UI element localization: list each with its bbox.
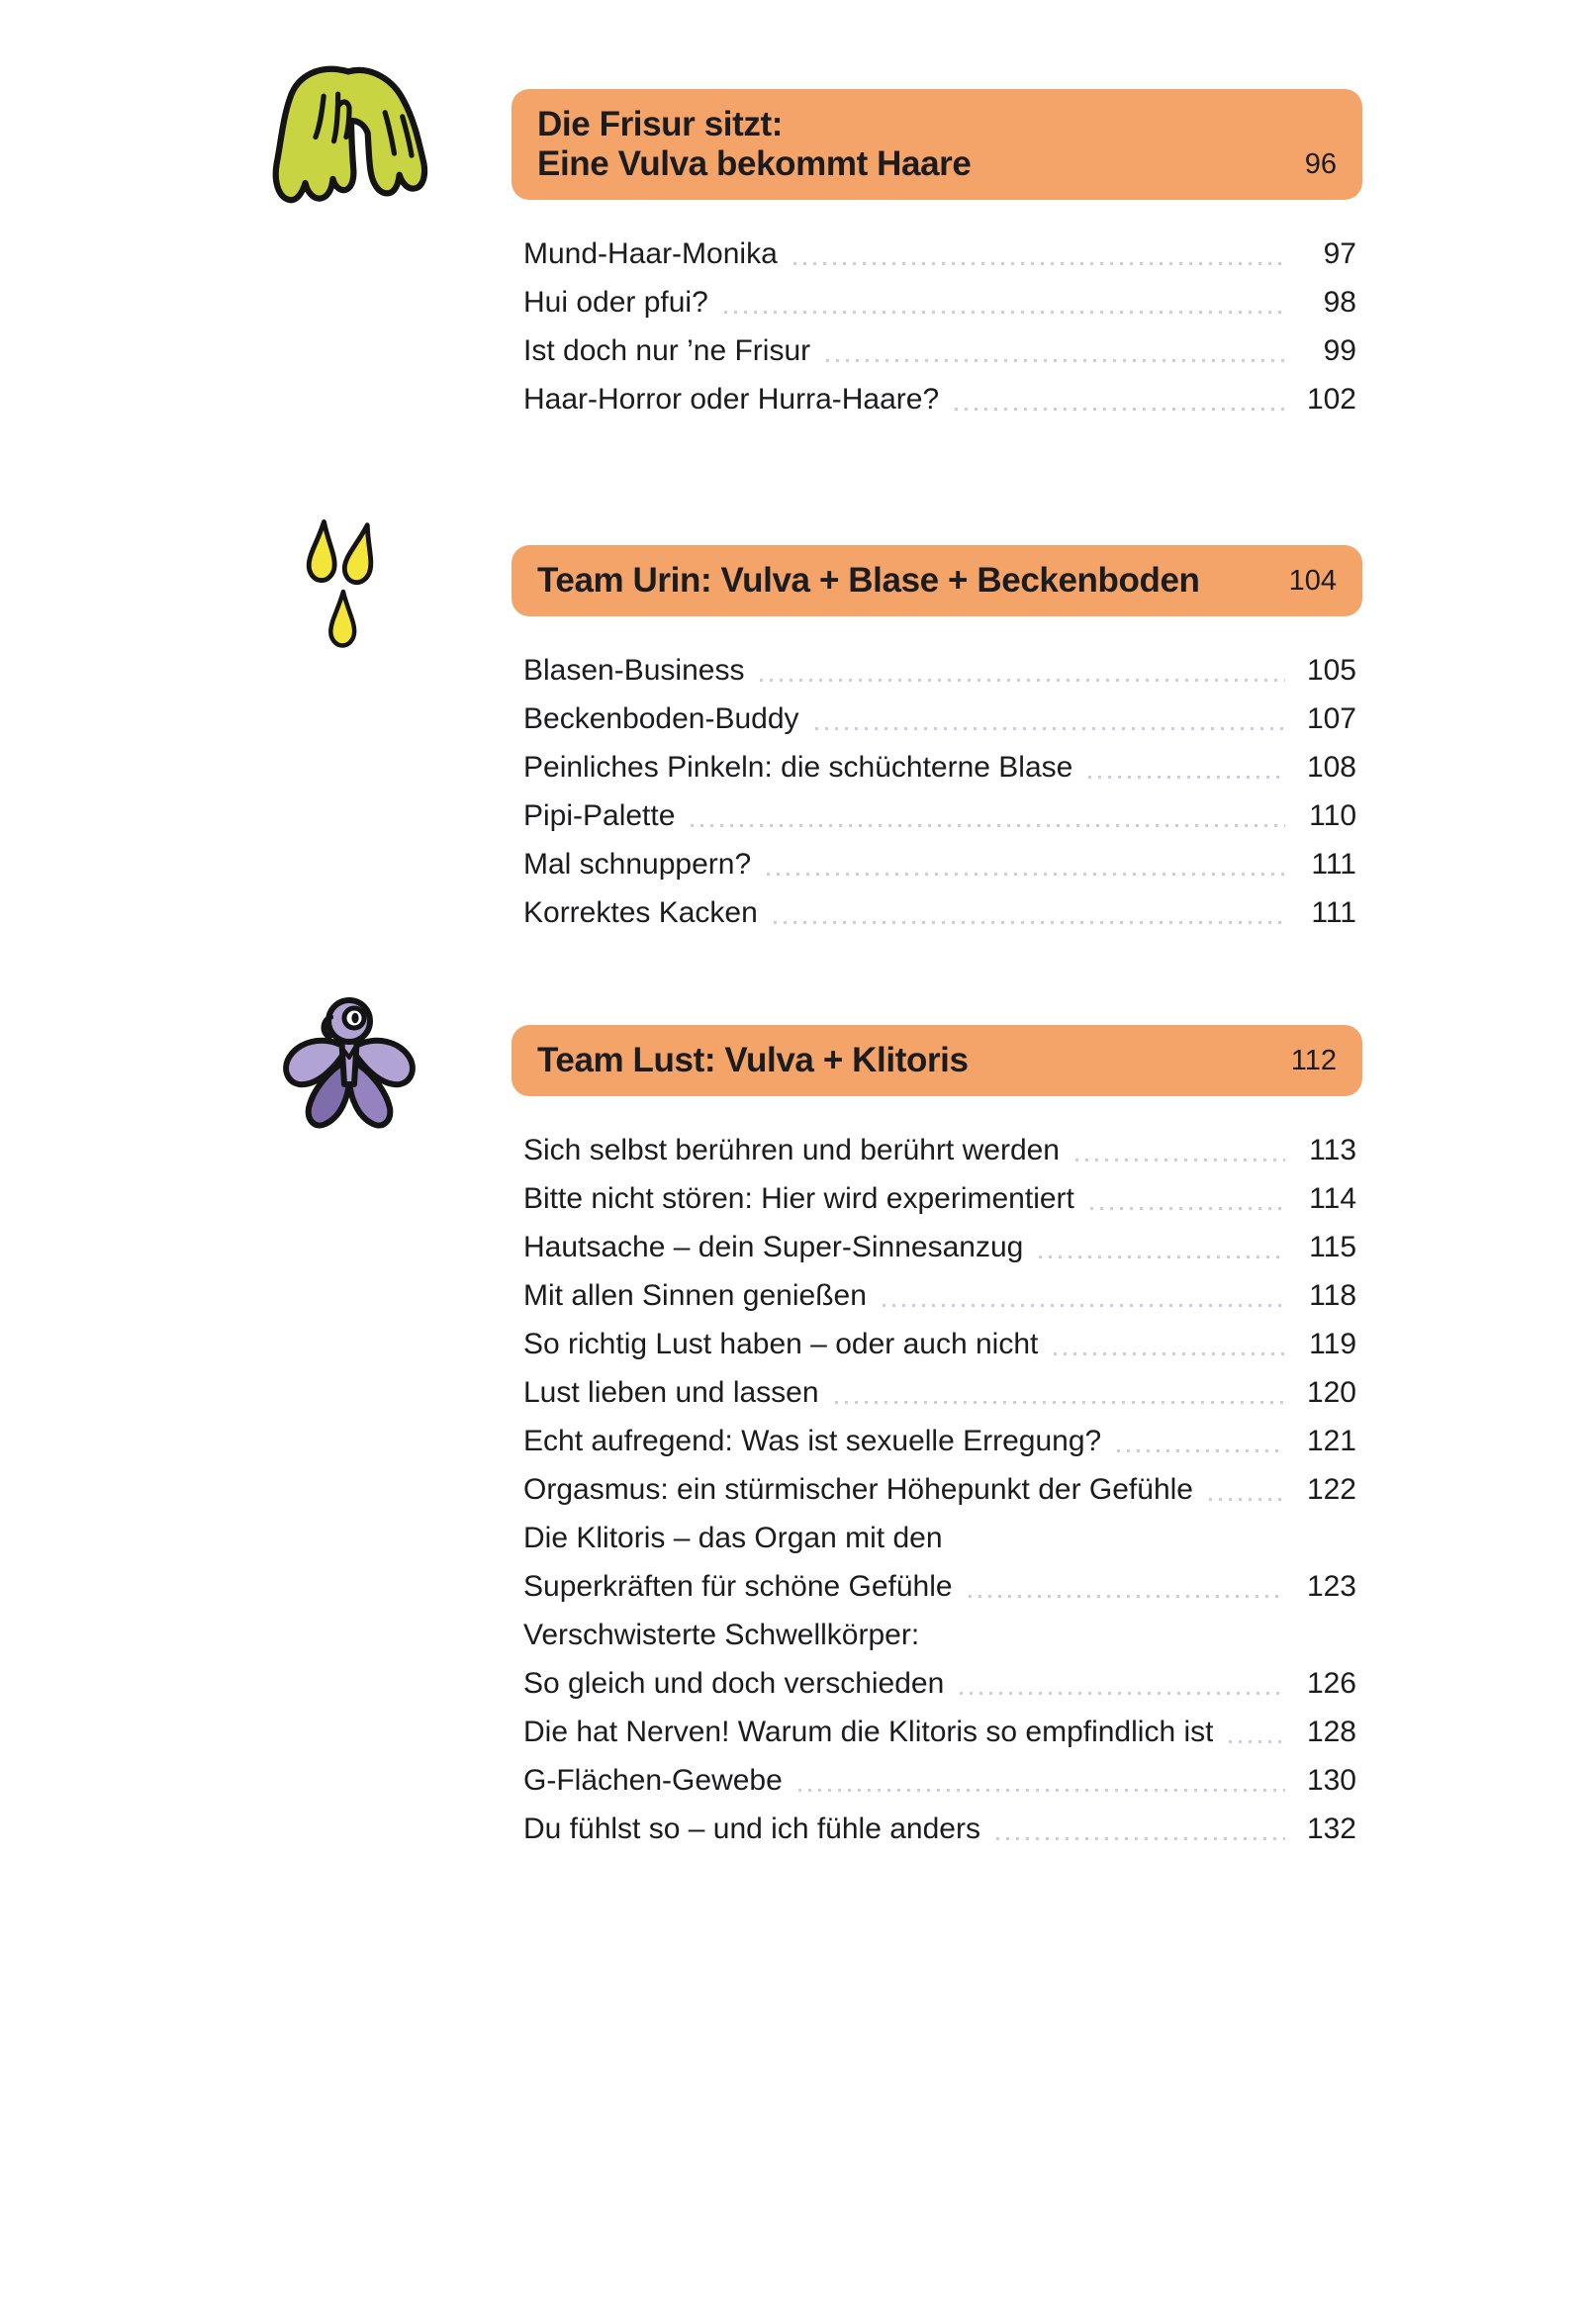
toc-entry — [523, 375, 1356, 423]
toc-entry — [523, 1174, 1356, 1223]
toc-entry-label: Hautsache – dein Super-Sinnesanzug — [523, 1230, 1024, 1263]
toc-entry-page: 98 — [1323, 285, 1356, 319]
toc-entry — [523, 840, 1356, 888]
toc-entry-label: Du fühlst so – und ich fühle anders — [523, 1812, 980, 1845]
dotted-leader — [815, 727, 1285, 730]
toc-entry — [523, 1271, 1356, 1320]
toc-entry-label: Beckenboden-Buddy — [523, 701, 799, 735]
toc-entry-label: Pipi-Palette — [523, 798, 676, 832]
toc-page — [0, 89, 1583, 1853]
section-title — [537, 561, 1269, 601]
toc-entry — [523, 1223, 1356, 1271]
toc-entry-page: 122 — [1306, 1472, 1356, 1506]
dotted-leader — [1039, 1255, 1285, 1258]
section-icon-slot — [245, 59, 453, 232]
toc-entry-label: Peinliches Pinkeln: die schüchterne Blase — [523, 750, 1073, 784]
toc-entry-label: Superkräften für schöne Gefühle — [523, 1569, 953, 1603]
toc-entry-page: 102 — [1306, 382, 1356, 416]
toc-entry-label: Hui oder pfui? — [523, 285, 708, 319]
section-header-bar — [512, 89, 1362, 200]
toc-entry-label: Mund-Haar-Monika — [523, 236, 778, 270]
dotted-leader — [1054, 1352, 1285, 1355]
dotted-leader — [1209, 1498, 1285, 1501]
toc-entry-page: 110 — [1309, 798, 1356, 832]
section-page-number: 96 — [1304, 148, 1337, 180]
section-title-line: Team Urin: Vulva + Blase + Beckenboden — [537, 561, 1200, 600]
toc-section-3 — [0, 1025, 1362, 1853]
toc-entry-page: 130 — [1306, 1763, 1356, 1797]
toc-entry-label: Orgasmus: ein stürmischer Höhepunkt der Gefühle — [523, 1472, 1193, 1506]
toc-entry-page: 105 — [1306, 653, 1356, 687]
toc-entry-label: Die hat Nerven! Warum die Klitoris so empfindlich ist — [523, 1715, 1214, 1748]
toc-entry — [523, 1659, 1356, 1708]
section-title-line: Team Lust: Vulva + Klitoris — [537, 1041, 969, 1079]
toc-entry-label: So richtig Lust haben – oder auch nicht — [523, 1327, 1039, 1360]
toc-entry — [523, 326, 1356, 375]
toc-entry-label: Ist doch nur ’ne Frisur — [523, 333, 811, 367]
dotted-leader — [1090, 1207, 1285, 1210]
section-title-line: Die Frisur sitzt: — [537, 105, 783, 143]
section-title-line: Eine Vulva bekommt Haare — [537, 144, 972, 183]
toc-entry-page: 97 — [1323, 236, 1356, 270]
toc-entry-label: Mit allen Sinnen genießen — [523, 1278, 867, 1312]
dotted-leader — [793, 262, 1285, 265]
dotted-leader — [1117, 1449, 1285, 1452]
clitoris-icon — [265, 995, 433, 1139]
toc-entry — [523, 278, 1356, 326]
toc-entry-label: Bitte nicht stören: Hier wird experimentiert — [523, 1181, 1074, 1215]
dotted-leader — [691, 824, 1285, 827]
dotted-leader — [774, 921, 1285, 924]
toc-entry-label: Die Klitoris – das Organ mit den — [523, 1521, 943, 1554]
toc-entry-page: 99 — [1323, 333, 1356, 367]
dotted-leader — [960, 1692, 1285, 1695]
dotted-leader — [760, 679, 1285, 682]
toc-entry-label: Korrektes Kacken — [523, 895, 758, 929]
toc-entry — [523, 1126, 1356, 1174]
dotted-leader — [955, 408, 1285, 411]
toc-entry-page: 123 — [1306, 1569, 1356, 1603]
toc-entry-page: 119 — [1309, 1327, 1356, 1360]
toc-entry — [523, 1611, 1356, 1659]
toc-entry-label: Lust lieben und lassen — [523, 1375, 819, 1409]
toc-entries — [512, 1096, 1362, 1853]
dotted-leader — [767, 873, 1285, 876]
dotted-leader — [826, 359, 1285, 362]
dotted-leader — [1088, 776, 1285, 779]
toc-entry-page: 120 — [1306, 1375, 1356, 1409]
toc-entry-label: Mal schnuppern? — [523, 847, 752, 881]
toc-entry — [523, 1417, 1356, 1465]
toc-entry-label: G-Flächen-Gewebe — [523, 1763, 783, 1797]
dotted-leader — [1229, 1740, 1285, 1743]
toc-entry-page: 128 — [1306, 1715, 1356, 1748]
dotted-leader — [798, 1789, 1285, 1792]
toc-entry — [523, 888, 1356, 937]
toc-entry — [523, 1562, 1356, 1611]
toc-entry — [523, 646, 1356, 695]
toc-entry-label: So gleich und doch verschieden — [523, 1666, 945, 1700]
dotted-leader — [996, 1837, 1285, 1840]
dotted-leader — [835, 1401, 1285, 1404]
section-icon-slot — [245, 515, 453, 689]
wig-icon — [260, 59, 438, 218]
toc-entry — [523, 1805, 1356, 1853]
dotted-leader — [724, 311, 1285, 314]
toc-entries — [512, 200, 1362, 423]
toc-entry-page: 111 — [1311, 847, 1356, 881]
toc-entry-page: 121 — [1306, 1424, 1356, 1457]
toc-entry — [523, 791, 1356, 840]
toc-entry — [523, 1320, 1356, 1368]
toc-entry-page: 108 — [1306, 750, 1356, 784]
dotted-leader — [1075, 1159, 1285, 1162]
toc-entry — [523, 1708, 1356, 1756]
toc-entry-page: 114 — [1309, 1181, 1356, 1215]
toc-entry-label: Haar-Horror oder Hurra-Haare? — [523, 382, 940, 416]
toc-entry — [523, 1514, 1356, 1562]
toc-entry — [523, 230, 1356, 278]
toc-entry-page: 126 — [1306, 1666, 1356, 1700]
dotted-leader — [969, 1595, 1285, 1598]
toc-entry-label: Blasen-Business — [523, 653, 745, 687]
toc-entry-page: 107 — [1306, 701, 1356, 735]
toc-entry — [523, 1368, 1356, 1417]
section-content — [512, 89, 1362, 423]
toc-section-2 — [0, 545, 1362, 937]
toc-entry — [523, 743, 1356, 791]
toc-entry-page: 118 — [1309, 1278, 1356, 1312]
toc-entry-label: Verschwisterte Schwellkörper: — [523, 1618, 920, 1651]
toc-entry — [523, 1756, 1356, 1805]
toc-entry-label: Echt aufregend: Was ist sexuelle Erregung? — [523, 1424, 1102, 1457]
section-icon-slot — [245, 995, 453, 1168]
section-title — [537, 1041, 1271, 1080]
toc-entry-label: Sich selbst berühren und berührt werden — [523, 1133, 1060, 1166]
toc-entry-page: 111 — [1311, 895, 1356, 929]
toc-entry-page: 115 — [1309, 1230, 1356, 1263]
section-header-bar — [512, 545, 1362, 616]
toc-entry — [523, 695, 1356, 743]
section-page-number: 104 — [1288, 565, 1337, 597]
toc-entry-page: 113 — [1309, 1133, 1356, 1166]
section-content — [512, 545, 1362, 937]
dotted-leader — [883, 1304, 1285, 1307]
toc-entry — [523, 1465, 1356, 1514]
urine-drops-icon — [295, 515, 404, 669]
section-header-bar — [512, 1025, 1362, 1096]
toc-entries — [512, 616, 1362, 937]
section-content — [512, 1025, 1362, 1853]
section-title — [537, 105, 1285, 184]
section-page-number: 112 — [1290, 1045, 1337, 1076]
toc-entry-page: 132 — [1306, 1812, 1356, 1845]
toc-section-1 — [0, 89, 1362, 423]
